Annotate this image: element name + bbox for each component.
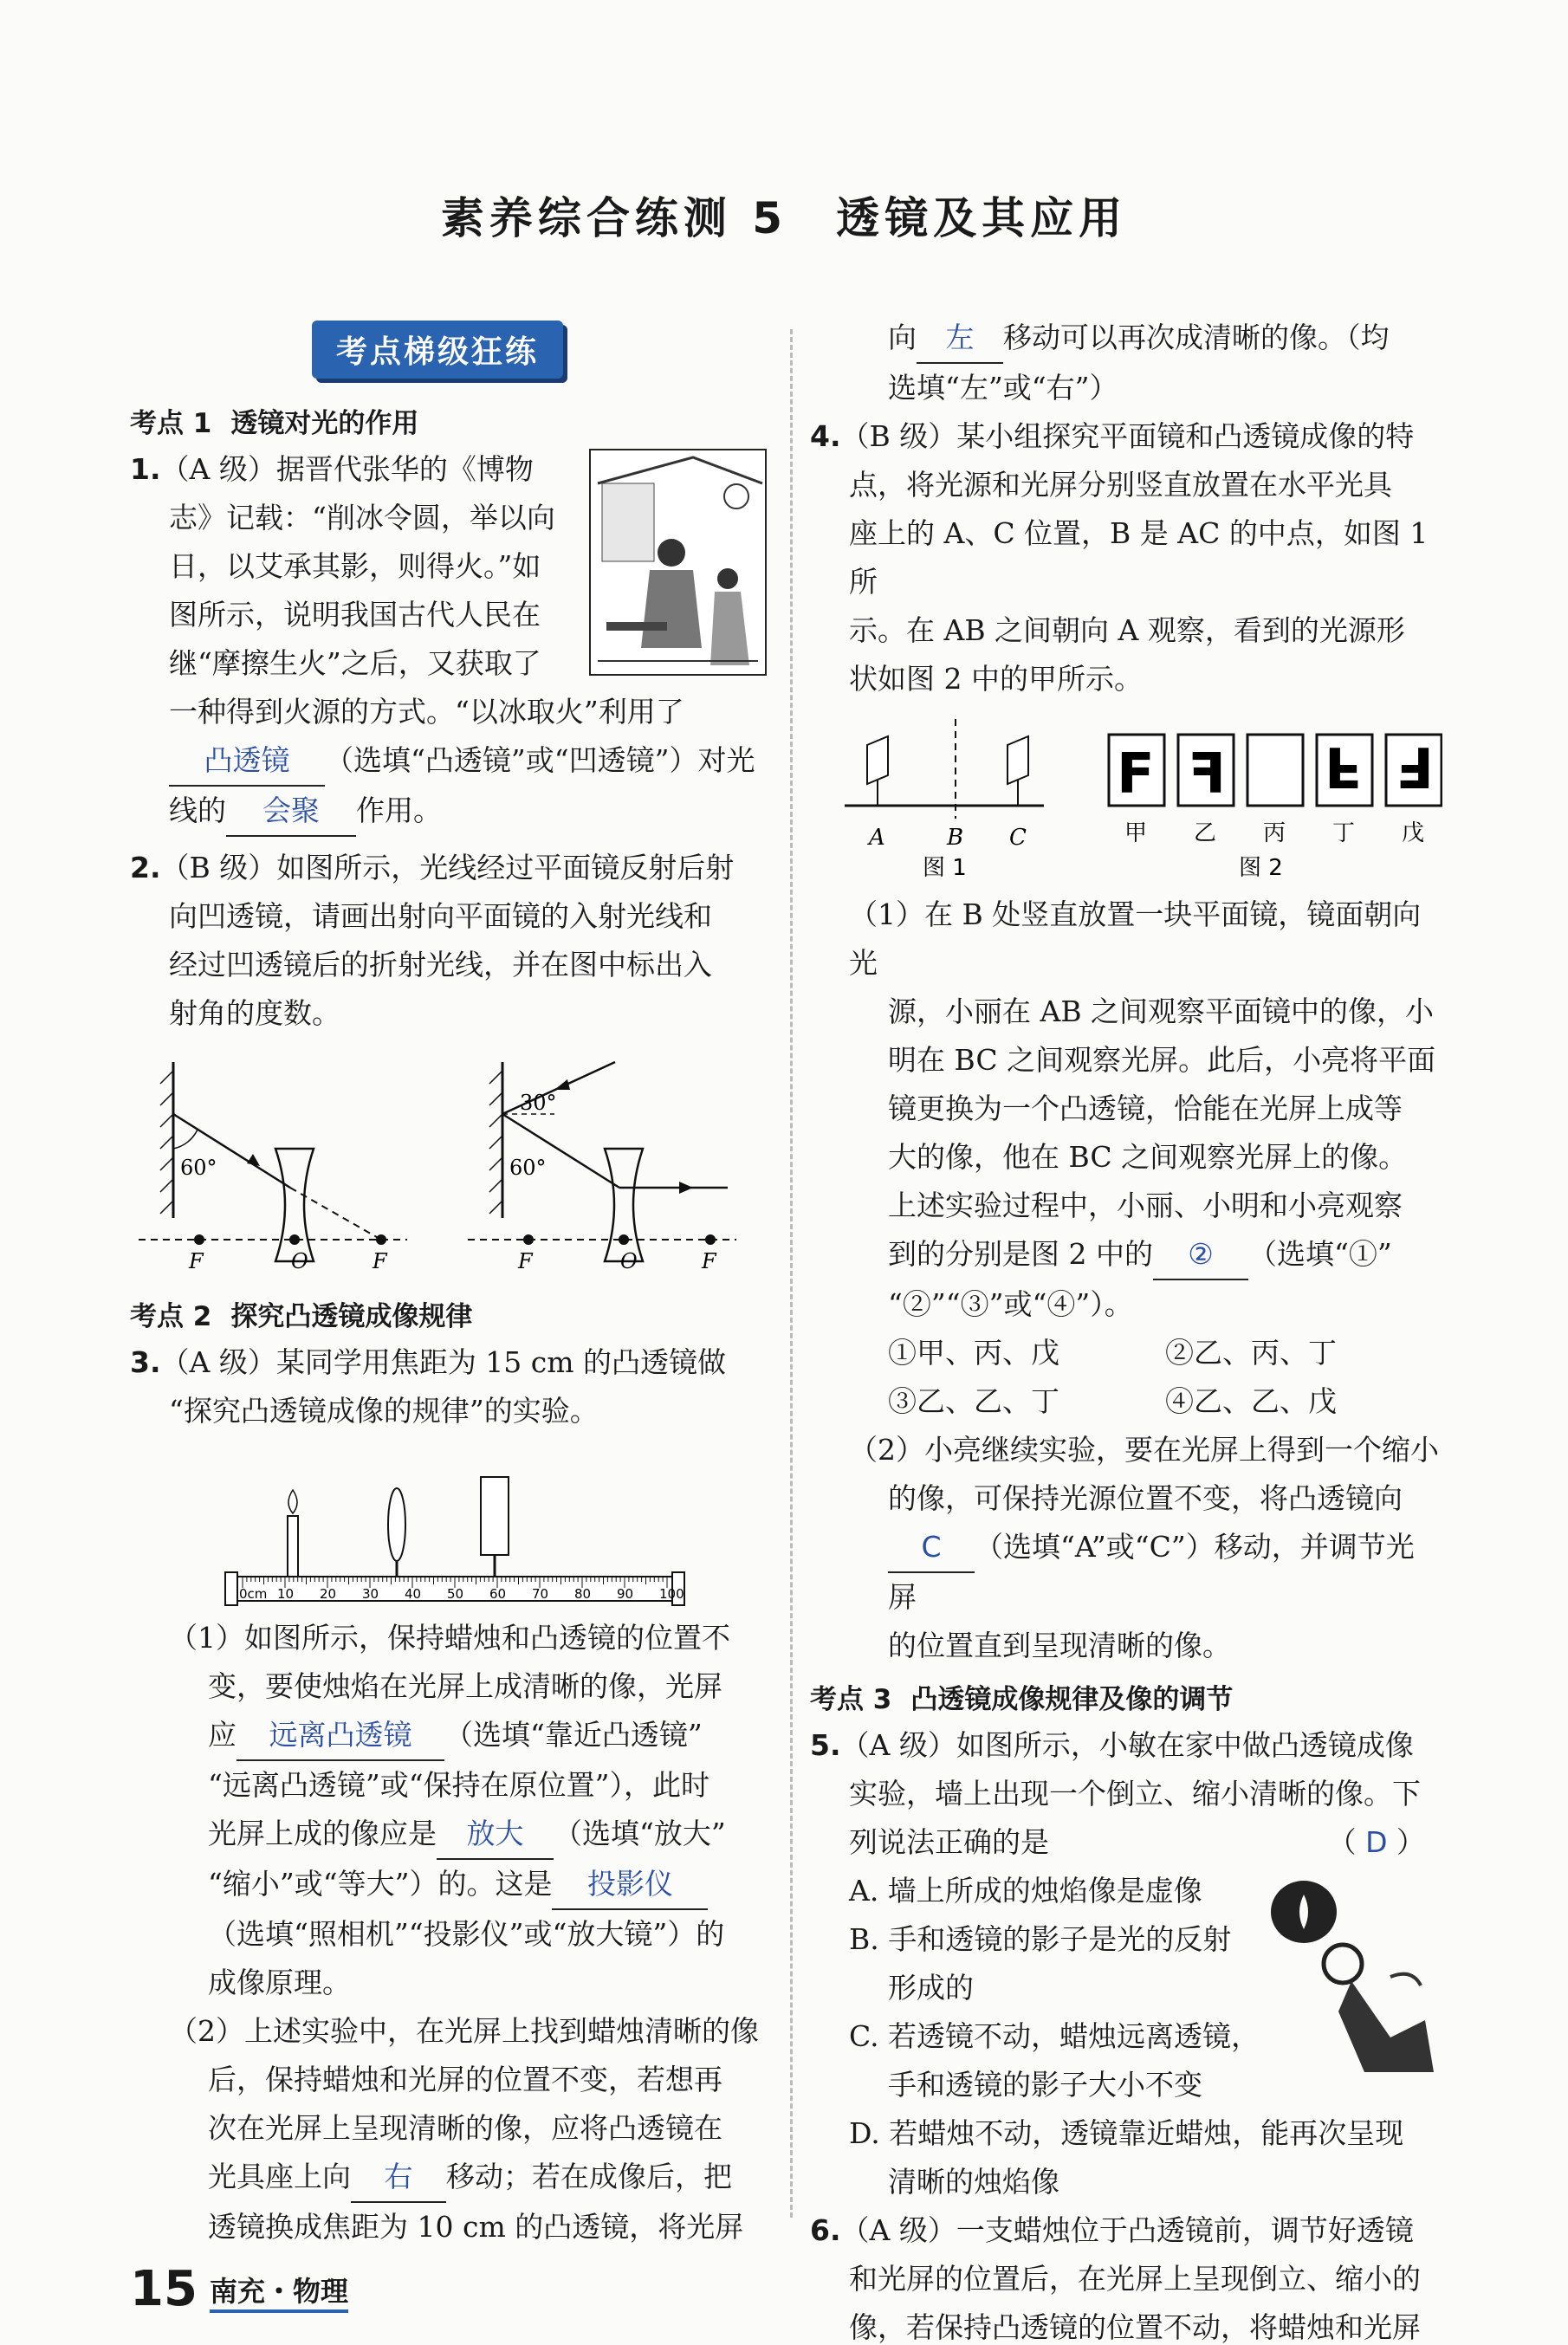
focus-label-2: F [373, 1249, 387, 1273]
glyph-yi: F [1188, 742, 1226, 806]
question-4: 4.（B 级）某小组探究平面镜和凸透镜成像的特 点，将光源和光屏分别竖直放置在水平光具 座上的 A、C 位置，B 是 AC 的中点，如图 1 所 示。在 AB 之间朝向 A 观察，看到的光源形 状如图 2 中的甲所示。 A B C 图 1 F F F F 甲 乙 丙 丁 戊 图 2 （1）在 B 处竖直放置一块平面镜，镜面朝向光 源，小丽在 AB 之间观察平面镜中的像，小 明在 BC 之间观察光屏。此后，小亮将平面 镜更换为一个凸透镜，恰能在光屏上成等 大的像，他在 BC 之间观察光屏上的像。 上述实验过程中，小丽、小明和小亮观察 到的分别是图 2 中的 ② （选填“①” “②”“③”或“④”）。 ①甲、丙、戊 ②乙、丙、丁 ③乙、乙、丁 ④乙、乙、戊 （2）小亮继续实验，要在光屏上得到一个缩小 的像，可保持光源位置不变，将凸透镜向 C （选填“A”或“C”）移动，并调节光屏 的位置直到呈现清晰的像。 [810, 412, 1442, 1670]
ruler-label: 90 [617, 1586, 634, 1602]
right-column: 向 左 移动可以再次成清晰的像。（均 选填“左”或“右”） 4.（B 级）某小组探究平面镜和凸透镜成像的特 点，将光源和光屏分别竖直放置在水平光具 座上的 A、C 位置，B 是 AC 的中点，如图 1 所 示。在 AB 之间朝向 A 观察，看到的光源形 状如图 2 中的甲所示。 A B C 图 1 F F F F 甲 乙 丙 丁 戊 图 2 （1）在 B 处竖直放置一块平面镜，镜面朝向光 源，小丽在 AB 之间观察平面镜中的像，小 明在 BC 之间观察光屏。此后，小亮将平面 镜更换为一个凸透镜，恰能在光屏上成等 大的像，他在 BC 之间观察光屏上的像。 上述实验过程中，小丽、小明和小亮观察 到的分别是图 2 中的 ② （选填“①” “②”“③”或“④”）。 ①甲、丙、戊 ②乙、丙、丁 ③乙、乙、丁 ④乙、乙、戊 （2）小亮继续实验，要在光屏上得到一个缩小 的像，可保持光源位置不变，将凸透镜向 C （选填“A”或“C”）移动，并调节光屏 的位置直到呈现清晰的像。 考点 3 凸透镜成像规律及像的调节 5.（A 级）如图所示，小敏在家中做凸透镜成像 实验，墙上出现一个倒立、缩小清晰的像。下 列说法正确的是 （ D ） A. 墙上所成的烛焰像是虚像 B. 手和透镜的影子是光的反射 形成的 C. 若透镜不动，蜡烛远离透镜， 手和透镜的影子大小不变 D. 若蜡烛不动，透镜靠近蜡烛，能再次呈现 清晰的烛焰像 6.（A 级）一支蜡烛位于凸透镜前，调节好透镜 和光屏的位置后，在光屏上呈现倒立、缩小的 像，若保持凸透镜的位置不动，将蜡烛和光屏 [810, 314, 1442, 2345]
left-column [130, 321, 767, 2251]
optical-bench-diagram [130, 1442, 767, 1607]
ruler-label: 50 [447, 1586, 464, 1602]
question-6: 6.（A 级）一支蜡烛位于凸透镜前，调节好透镜 和光屏的位置后，在光屏上呈现倒立、缩小的 像，若保持凸透镜的位置不动，将蜡烛和光屏 [810, 2213, 1421, 2344]
question-5: 5.（A 级）如图所示，小敏在家中做凸透镜成像 实验，墙上出现一个倒立、缩小清晰的像。下 列说法正确的是 （ D ） A. 墙上所成的烛焰像是虚像 B. 手和透镜的影子是光的反射 形成的 C. 若透镜不动，蜡烛远离透镜， 手和透镜的影子大小不变 D. 若蜡烛不动，透镜靠近蜡烛，能再次呈现 清晰的烛焰像 [810, 1721, 1442, 2206]
ruler-label: 10 [277, 1586, 295, 1602]
point-c-label: C [1009, 825, 1027, 851]
answer-blank-7: 左 [917, 314, 1003, 364]
section-3-heading: 考点 3 凸透镜成像规律及像的调节 [810, 1684, 1234, 1715]
question-2: 2.（B 级）如图所示，光线经过平面镜反射后射 向凹透镜，请画出射向平面镜的入射光线和 经过凹透镜后的折射光线，并在图中标出入 射角的度数。 60° F O F 30° 60° F O F [130, 844, 767, 1287]
ruler-label: 80 [574, 1586, 592, 1602]
ruler-label: 20 [320, 1586, 337, 1602]
glyph-wu: F [1396, 734, 1434, 798]
answer-blank-3: 远离凸透镜 [236, 1711, 444, 1761]
label-ding: 丁 [1332, 820, 1356, 846]
mirror-lens-diagram [130, 1045, 767, 1287]
answer-choice: D [1365, 1825, 1388, 1859]
ruler-label: 60 [489, 1586, 507, 1602]
ruler-label: 0cm [239, 1586, 268, 1602]
label-bing: 丙 [1263, 820, 1286, 846]
section-2-heading: 考点 2 探究凸透镜成像规律 [130, 1301, 473, 1332]
column-divider [790, 329, 793, 2218]
page-footer [130, 2261, 348, 2317]
lens-shadow-illustration [1260, 1873, 1434, 2072]
label-yi: 乙 [1194, 820, 1217, 846]
subject-label: 南充・物理 [210, 2275, 348, 2313]
page-number: 15 [130, 2261, 198, 2317]
ruler-label: 70 [532, 1586, 549, 1602]
answer-blank-4: 放大 [437, 1810, 554, 1860]
answer-blank-1: 凸透镜 [169, 736, 325, 787]
point-b-label: B [947, 825, 964, 851]
center-label-2: O [620, 1249, 638, 1273]
section-banner: 考点梯级狂练 [312, 321, 563, 379]
ancient-scene-illustration [589, 449, 767, 676]
question-3: 3.（A 级）某同学用焦距为 15 cm 的凸透镜做 “探究凸透镜成像的规律”的实验。 0cm 10 20 30 40 50 60 70 80 90 100 （1）如图所示，保持蜡烛和凸透镜的位置不 变，要使烛焰在光屏上成清晰的像，光屏 应 远离凸透镜 （选填“靠近凸透镜” “远离凸透镜”或“保持在原位置”），此时 光屏上成的像应是 放大 （选填“放大” “缩小”或“等大”）的。这是 投影仪 （选填“照相机”“投影仪”或“放大镜”）的 成像原理。 （2）上述实验中，在光屏上找到蜡烛清晰的像 后，保持蜡烛和光屏的位置不变，若想再 次在光屏上呈现清晰的像，应将凸透镜在 光具座上向 右 移动；若在成像后，把 透镜换成焦距为 10 cm 的凸透镜，将光屏 [130, 1338, 767, 2251]
angle-60-label-left: 60° [180, 1156, 217, 1180]
ruler-label: 30 [362, 1586, 379, 1602]
light-source-figures [810, 710, 1442, 884]
question-1: 1.（A 级）据晋代张华的《博物 志》记载：“削冰令圆，举以向 日，以艾承其影，则得火。”如 图所示，说明我国古代人民在 继“摩擦生火”之后，又获取了 一种得到火源的方式。“以冰取火”利用了 凸透镜 （选填“凸透镜”或“凹透镜”）对光 线的 会聚 作用。 [130, 445, 767, 837]
ruler-label: 40 [405, 1586, 422, 1602]
glyph-ding: F [1325, 734, 1363, 798]
answer-blank-8: ② [1153, 1230, 1248, 1280]
label-jia: 甲 [1124, 820, 1148, 846]
angle-30-label: 30° [520, 1091, 557, 1115]
answer-blank-9: C [888, 1523, 975, 1573]
ruler-label: 100 [659, 1586, 684, 1602]
page-title: 素养综合练测 5 透镜及其应用 [440, 193, 1128, 243]
focus-label-1: F [189, 1249, 204, 1273]
answer-blank-2: 会聚 [226, 787, 356, 837]
answer-blank-6: 右 [351, 2153, 446, 2203]
focus-label-3: F [518, 1249, 533, 1273]
center-label-1: O [291, 1249, 308, 1273]
figure-2-caption: 图 2 [1239, 855, 1283, 881]
figure-1-caption: 图 1 [923, 855, 967, 881]
glyph-jia: F [1117, 742, 1155, 806]
answer-blank-5: 投影仪 [552, 1860, 708, 1910]
focus-label-4: F [702, 1249, 716, 1273]
angle-60-label-right: 60° [509, 1156, 547, 1180]
section-1-heading: 考点 1 透镜对光的作用 [130, 408, 419, 439]
point-a-label: A [869, 825, 885, 851]
option-list: ①甲、丙、戊 ②乙、丙、丁 ③乙、乙、丁 ④乙、乙、戊 [888, 1336, 1337, 1418]
label-wu: 戊 [1402, 820, 1425, 846]
